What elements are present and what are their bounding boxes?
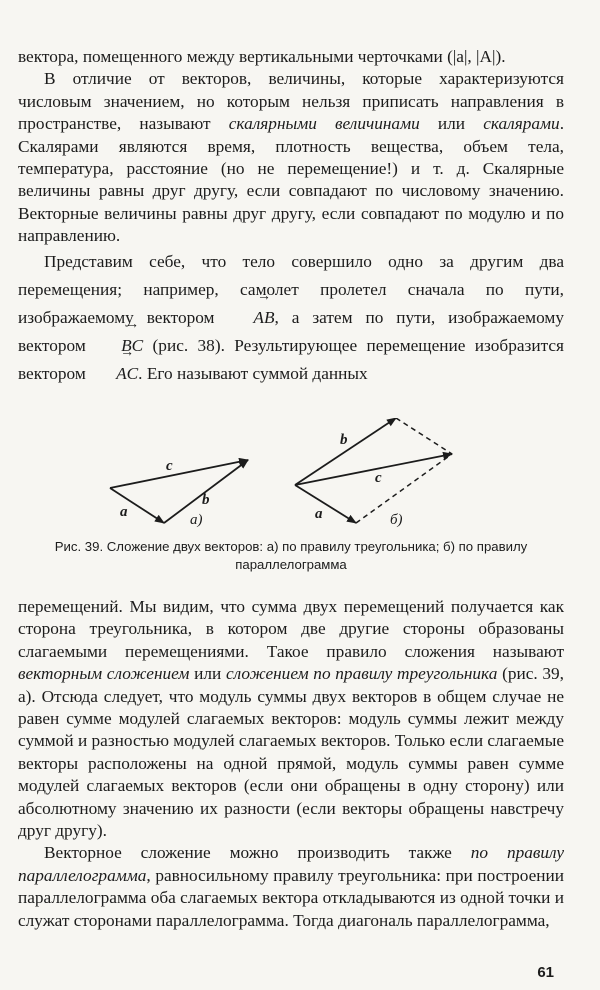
label-b: b: [202, 492, 210, 508]
paragraph: В отличие от векторов, величины, которые характеризуются числовым значением, но которым нельзя приписать направления в пространстве, называют скалярными величинами или скалярами. Скалярами являются время, плотность вещества, объем тела, температура, расстояние (но не перемещение!) и т. д. Скалярные величины равны друг другу, если совпадают по числовому значению. Векторные величины равны друг другу, если совпадают по модулю и по направлению.: [18, 69, 565, 246]
page-number: 61: [537, 964, 554, 981]
figure-caption: Рис. 39. Сложение двух векторов: а) по правилу треугольника; б) по правилу параллелограмма: [54, 539, 528, 572]
term-parallelogram-rule: по правилу параллелограмма: [18, 843, 564, 885]
term-vector-addition: векторным сложением: [18, 664, 190, 684]
term-scalars: скалярами: [483, 114, 560, 134]
triangle-diagram: [110, 458, 248, 528]
paragraph: Векторное сложение можно производить также по правилу параллелограмма, равносильному правилу треугольника: при построении параллелограмма оба слагаемых вектора откладываются из одной точки и служат сторонами параллелограмма. Тогда диагональ параллелограмма,: [18, 843, 564, 930]
vector-a-arrow: [295, 485, 356, 523]
vector-bc: → BC: [95, 332, 143, 360]
label-a: a: [315, 506, 323, 522]
paragraph: Представим себе, что тело совершило одно за другим два перемещения; например, самолет пролетел сначала по пути, изображаемому вектором → AB, а затем по пути, изображаемому вектором → BC (рис. 38). Результирующее перемещение изобразится вектором → AC. Его называют суммой данных: [18, 248, 564, 388]
paragraph: вектора, помещенного между вертикальными черточками (|a|, |A|).: [18, 47, 506, 66]
panel-label-b: б): [390, 512, 403, 528]
paragraph: перемещений. Мы видим, что сумма двух перемещений получается как сторона треугольника, в котором две другие стороны образованы слагаемыми перемещениями. Такое правило сложения называют векторным сложением или сложением по правилу треугольника (рис. 39, а). Отсюда следует, что модуль суммы двух векторов в общем случае не равен сумме модулей слагаемых векторов: модуль суммы лежит между суммой и разностью модулей слагаемых векторов. Только если слагаемые векторы расположены на одной прямой, модуль суммы равен сумме модулей слагаемых векторов (если они обращены в одну сторону) или абсолютному значению их разности (если векторы обращены навстречу друг другу).: [18, 597, 565, 841]
label-c: c: [375, 470, 382, 486]
label-b: b: [340, 432, 348, 448]
label-a: a: [120, 504, 128, 520]
figure-39: [100, 418, 500, 536]
vector-ac: → AC: [90, 360, 138, 388]
label-c: c: [166, 458, 173, 474]
term-triangle-rule: сложением по правилу треугольника: [225, 664, 498, 684]
dashed-side: [396, 418, 452, 454]
panel-label-a: а): [190, 512, 203, 528]
vector-c-arrow: [110, 460, 248, 488]
top-text-block: [18, 46, 564, 388]
parallelogram-diagram: [295, 418, 452, 528]
bottom-text-block: [18, 596, 564, 932]
term-scalar-quantities: скалярными величинами: [228, 114, 420, 134]
vector-a-arrow: [110, 488, 164, 523]
vector-ab: → AB: [227, 304, 274, 332]
